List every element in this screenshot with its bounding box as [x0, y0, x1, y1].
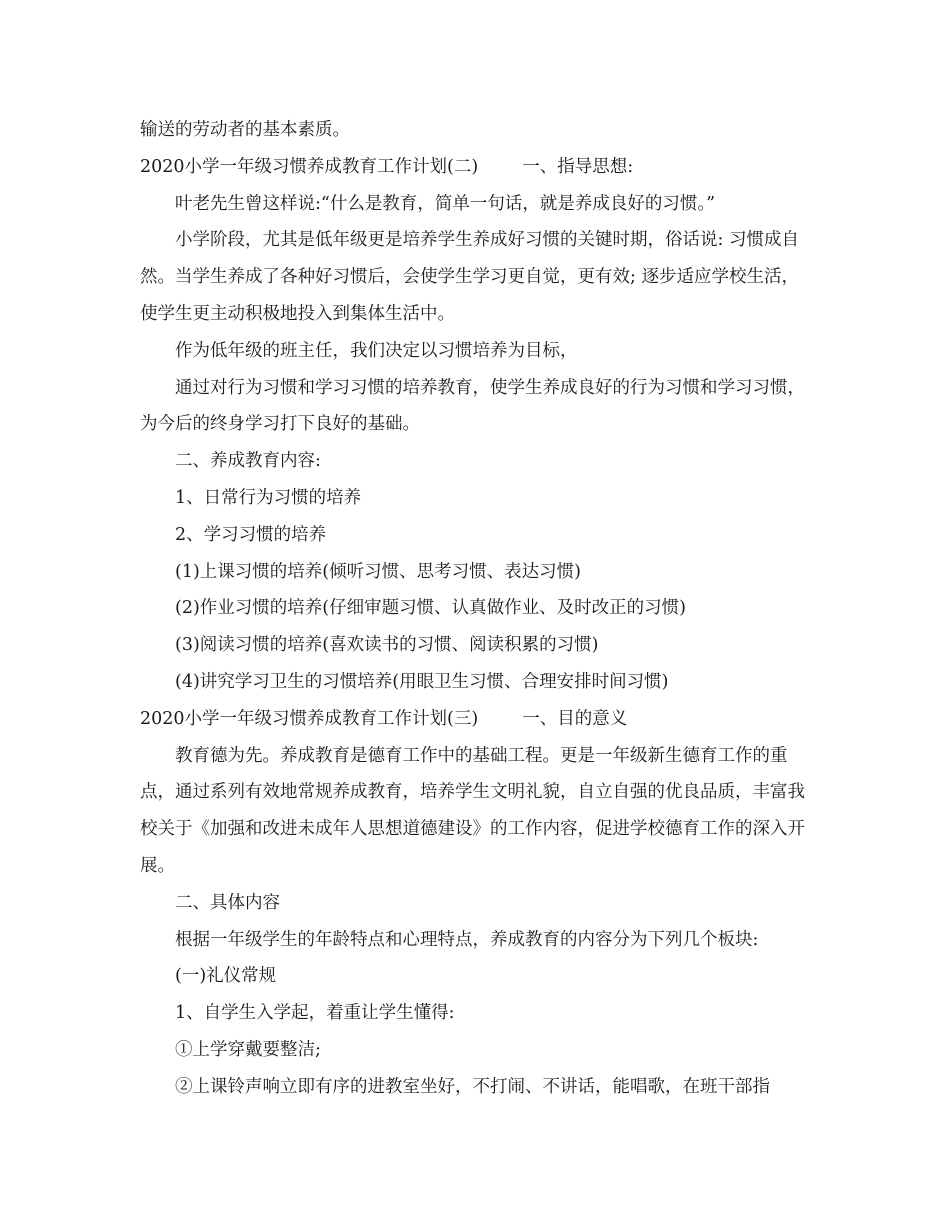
- paragraph: 输送的劳动者的基本素质。: [140, 120, 350, 140]
- section-heading: [140, 149, 816, 186]
- paragraph: (一)礼仪常规: [175, 966, 277, 987]
- list-item: ②上课铃声响立即有序的进教室坐好，不打闹、不讲话，能唱歌，在班干部指: [175, 1076, 770, 1097]
- paragraph: 二、养成教育内容:: [175, 451, 321, 472]
- section-title: 2020小学一年级习惯养成教育工作计划(二): [140, 156, 479, 177]
- paragraph: 小学阶段，尤其是低年级更是培养学生养成好习惯的关键时期，俗话说: 习惯成自然。当学生养成了各种好习惯后，会使学生学习更自觉，更有效; 逐步适应学校生活，使学生更主动积极地投入到集体生活中。: [140, 230, 799, 324]
- list-item: 1、日常行为习惯的培养: [175, 487, 362, 508]
- paragraph: 教育德为先。养成教育是德育工作中的基础工程。更是一年级新生德育工作的重点，通过系列有效地常规养成教育，培养学生文明礼貌，自立自强的优良品质，丰富我校关于《加强和改进未成年人思想道德建设》的工作内容，促进学校德育工作的深入开展。: [140, 745, 805, 876]
- list-item: 2、学习习惯的培养: [175, 524, 327, 545]
- document-body: [140, 112, 816, 1106]
- section-heading: [140, 701, 816, 738]
- list-item: (4)讲究学习卫生的习惯培养(用眼卫生习惯、合理安排时间习惯): [175, 671, 669, 692]
- list-item: ①上学穿戴要整洁;: [175, 1039, 321, 1060]
- list-item: (1)上课习惯的培养(倾听习惯、思考习惯、表达习惯): [175, 561, 581, 582]
- paragraph: 作为低年级的班主任，我们决定以习惯培养为目标，: [175, 340, 578, 361]
- paragraph: 根据一年级学生的年龄特点和心理特点，养成教育的内容分为下列几个板块:: [175, 929, 759, 950]
- paragraph: 叶老先生曾这样说:“什么是教育，简单一句话，就是养成良好的习惯。”: [175, 193, 716, 214]
- list-item: (3)阅读习惯的培养(喜欢读书的习惯、阅读积累的习惯): [175, 635, 599, 656]
- paragraph: 二、具体内容: [175, 892, 280, 913]
- list-item: (2)作业习惯的培养(仔细审题习惯、认真做作业、及时改正的习惯): [175, 598, 686, 619]
- section-title: 2020小学一年级习惯养成教育工作计划(三): [140, 708, 479, 729]
- section-subtitle: 一、目的意义: [522, 708, 628, 729]
- list-item: 1、自学生入学起，着重让学生懂得:: [175, 1003, 455, 1024]
- section-subtitle: 一、指导思想:: [522, 156, 634, 177]
- paragraph: 通过对行为习惯和学习习惯的培养教育，使学生养成良好的行为习惯和学习习惯，为今后的终身学习打下良好的基础。: [140, 377, 805, 435]
